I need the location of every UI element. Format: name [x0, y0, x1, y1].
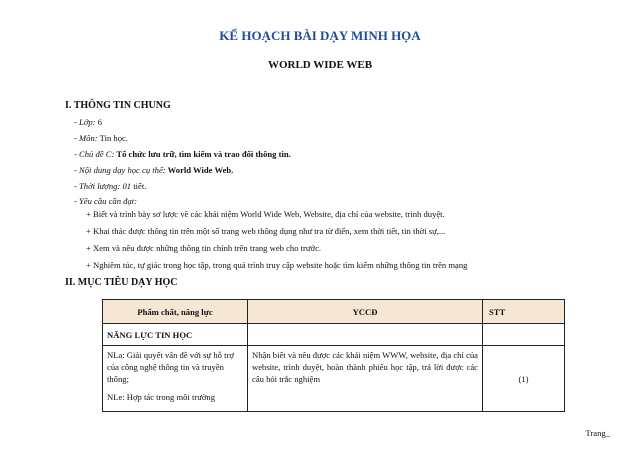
info-chu-de: [74, 149, 291, 159]
competency-nle: NLe: Hợp tác trong môi trường: [107, 392, 216, 402]
bullet-item: + Nghiêm túc, tự giác trong học tập, trong quá trình truy cập website hoặc tìm kiếm những thông tin trên mạng: [86, 260, 468, 270]
header-stt: STT: [483, 300, 565, 324]
group-label: NĂNG LỰC TIN HỌC: [103, 324, 248, 346]
competency-nla: NLa: Giải quyết vấn đề với sự hỗ trợ của công nghệ thông tin và truyền thông;: [107, 350, 234, 384]
bullet-item: + Xem và nêu được những thông tin chính trên trang web cho trước.: [86, 243, 322, 253]
noi-dung-value: World Wide Web.: [165, 165, 234, 175]
yccd-cell: Nhận biết và nêu được các khái niệm WWW, website, địa chỉ của website, trình duyệt, hoàn thành phiếu học tập, trả lời được các câu hỏi trắc nghiệm: [248, 346, 483, 412]
section-2-heading: II. MỤC TIÊU DẠY HỌC: [65, 277, 178, 288]
chu-de-label: - Chủ đề C:: [74, 149, 115, 159]
thoi-luong-value: tiết.: [131, 181, 147, 191]
page-footer: Trang_: [585, 428, 610, 438]
table-row-group: [103, 324, 565, 346]
info-thoi-luong: [74, 181, 146, 191]
header-yccd: YCCĐ: [248, 300, 483, 324]
empty-cell: [248, 324, 483, 346]
stt-cell: (1): [483, 346, 565, 412]
mon-value: Tin học.: [97, 133, 128, 143]
lop-value: 6: [95, 117, 102, 127]
noi-dung-label: - Nội dung dạy học cụ thể:: [74, 165, 166, 175]
objectives-table: [102, 299, 565, 412]
bullet-item: + Biết và trình bày sơ lược về các khái niệm World Wide Web, Website, địa chỉ của website, trình duyệt.: [86, 209, 445, 219]
section-1-heading: I. THÔNG TIN CHUNG: [65, 100, 171, 111]
empty-cell: [483, 324, 565, 346]
chu-de-value: Tổ chức lưu trữ, tìm kiếm và trao đổi thông tin.: [114, 149, 291, 159]
lop-label: - Lớp:: [74, 117, 96, 127]
bullet-item: + Khai thác được thông tin trên một số trang web thông dụng như tra từ điển, xem thời tiết, tin thời sự,...: [86, 226, 446, 236]
info-noi-dung: [74, 165, 233, 175]
yeu-cau-label: - Yêu cầu cần đạt:: [74, 196, 138, 206]
document-title: KẾ HOẠCH BÀI DẠY MINH HỌA: [219, 28, 421, 43]
header-pham-chat: Phẩm chất, năng lực: [103, 300, 248, 324]
info-mon: [74, 133, 128, 143]
document-subtitle: WORLD WIDE WEB: [267, 59, 373, 71]
competency-cell: [103, 346, 248, 412]
mon-label: - Môn:: [74, 133, 98, 143]
info-lop: [74, 117, 102, 127]
table-row: [103, 346, 565, 412]
table-header-row: [103, 300, 565, 324]
thoi-luong-label: - Thời lượng: 01: [74, 181, 132, 191]
